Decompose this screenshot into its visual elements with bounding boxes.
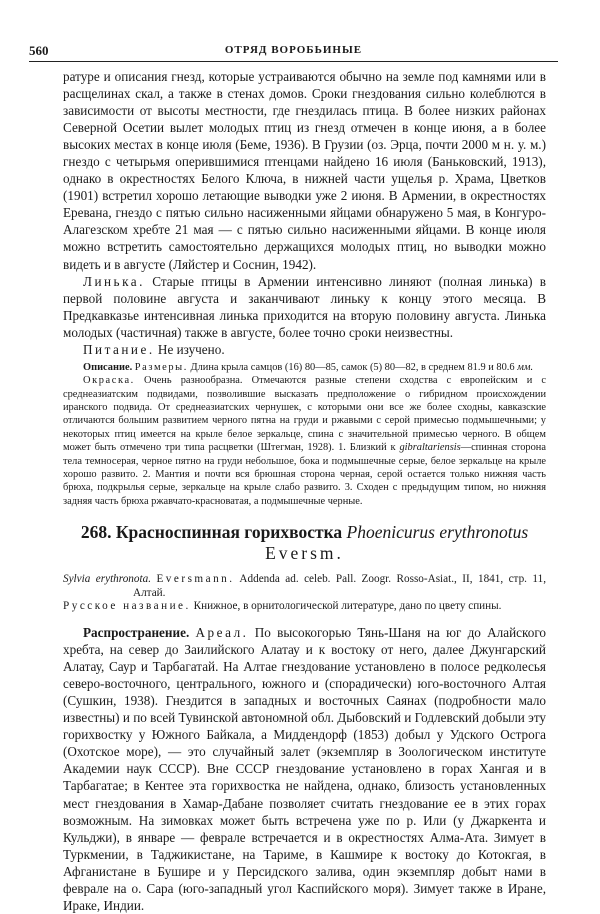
russian-name-entry [63,600,546,614]
synonym-citation: Addenda ad. celeb. Pall. Zoogr. Rosso-Asiat., II, 1841, стр. 11, Алтай. [133,573,546,599]
description-coloration [63,374,546,508]
sizes-unit: мм. [517,361,534,373]
page-header [29,39,558,62]
color-label: Окраска. [83,375,135,387]
molt-text: Старые птицы в Армении интенсивно линяют (полная линька) в первой половине августа и заканчивают линьку к концу этого месяца. В Предкавказье интенсивная линька приходится на вторую половину августа. Линька молодых (частичная) также в августе, более точно сроки неизвестны. [63,273,546,340]
species-latin-name: Phoenicurus erythronotus [346,522,529,543]
russian-name-text: Книжное, в орнитологической литературе, дано по цвету спины. [193,600,502,613]
color-text-b: —спинная сторона тела темносерая, черное пятно на груди небольшое, бока и подмышечные серые, белое зеркальце на крыле хорошо развито. 2. Мантия и почти вся брюшная сторона черная, серой остается только нижняя часть брюха, подкрылья серые, зеркальце на крыле слабо развито. 3. Сходен с предыдущим типом, но нижняя задняя часть брюха ржавчато-красноватая, а подмышечные черные. [63,442,546,507]
molt-label: Линька. [83,273,145,289]
food-paragraph [63,341,546,358]
distribution-label: Распространение. [83,625,190,641]
food-text: Не изучено. [157,341,225,357]
distribution-text: По высокогорью Тянь-Шаня на юг до Алайского хребта, на север до Заилийского Алатау и к востоку от него, далее Джунгарский Алатау, Саур и Тарбагатай. На Алтае гнездование установлено в полосе редколесья северо-восточного, центрального, южного и (спорадически) юго-восточного Алтая (Сушкин, 1938). Гнездится в западных и восточных Саянах (подробности мало известны) и по всей Тувинской автономной обл. Дыбовский и Годлевский добыли эту горихвостку у Южного Байкала, а Миддендорф (1853) добыл у Удского Острога (Охотское море), — это случайный залет (экземпляр в Зоологическом институте Академии наук СССР). Вне СССР гнездование установлено в горах Хангая и в Тарбагатае; в Кентее эта горихвостка не найдена, однако, близость установленных мест гнездования в Хамар-Дабане позволяет считать гнездование ее в этих горах возможным. На зимовках может быть встречена уже по р. Или (у Джаркента и Кульджи), в январе — феврале встречается и в окрестностях Алма-Ата. Зимует в Туркмении, в Таджикистане, на Тариме, в Кашмире к востоку до Котокгая, в Афганистане в Бушире и у Персидского залива, один экземпляр добыт нами в феврале на о. Сара (юго-западный угол Каспийского моря). Зимует также в Иране, Ираке, Индии. [63,625,547,913]
main-text-column [63,68,546,914]
color-text-a: Очень разнообразна. Отмечаются разные степени сходства с европейским и с среднеазиатским подвидами, позволившие высказать предположение о гибридном происхождении иранского подвида. От среднеазиатских чернушек, с которыми они все же более сходны, кавказские отличаются большим развитием черного пятна на груди и ржавыми с серой примесью подмышечными; у некоторых птиц имеется на крыле белое зеркальце, спина с значительной примесью черного. В общем может быть отмечено три типа расцветки (Штегман, 1928). 1. Близкий к [63,375,546,454]
species-heading [63,522,546,564]
species-number-name: 268. Красноспинная горихвостка [80,522,343,543]
sizes-label: Размеры. [134,361,188,373]
synonymy-entry [63,573,546,600]
color-taxon: gibraltariensis [399,442,461,454]
synonym-taxon: Sylvia erythronota. [63,573,151,586]
nesting-paragraph: ратуре и описания гнезд, которые устраиваются обычно на земле под камнями или в расщелинах скал, а также в стенах домов. Сроки гнездования сильно колеблются в зависимости от высоты местности, где гнездилась птица. В более низких районах Северной Осетии вылет молодых птиц из гнезд отмечен в конце июня, а в более высоких местах в конце июля (Беме, 1936). В Грузии (оз. Эрца, почти 2000 м н. у. м.) гнездо с четырьмя оперившимися птенцами найдено 16 июля (Баньковский, 1913), однако в окрестностях Белого Ключа, в нижней части ущелья р. Храма, Цветков (1901) встретил хорошо летающие выводки уже 2 июня. В Армении, в окрестностях Еревана, гнездо с пятью сильно насиженными яйцами обнаружено 5 мая, в Конгуро-Алагезском хребте 21 мая — с пятью сильно насиженными яйцами. В конце июля можно встретить самостоятельно держащихся молодых птиц, но выводки можно видеть и в августе (Ляйстер и Соснин, 1942). [63,69,546,272]
running-title: ОТРЯД ВОРОБЬИНЫЕ [224,44,363,56]
molt-paragraph [63,273,546,341]
area-label: Ареал. [195,625,249,641]
food-label: Питание. [83,341,155,357]
description-label: Описание. [83,361,133,373]
sizes-text: Длина крыла самцов (16) 80—85, самок (5) 80—82, в среднем 81.9 и 80.6 [190,361,515,373]
distribution-paragraph [63,624,546,914]
description-sizes [63,361,546,374]
page-number: 560 [29,43,49,58]
russian-name-label: Русское название. [63,600,191,613]
species-author: Eversm. [265,543,344,564]
synonym-author: Eversmann. [156,573,235,586]
